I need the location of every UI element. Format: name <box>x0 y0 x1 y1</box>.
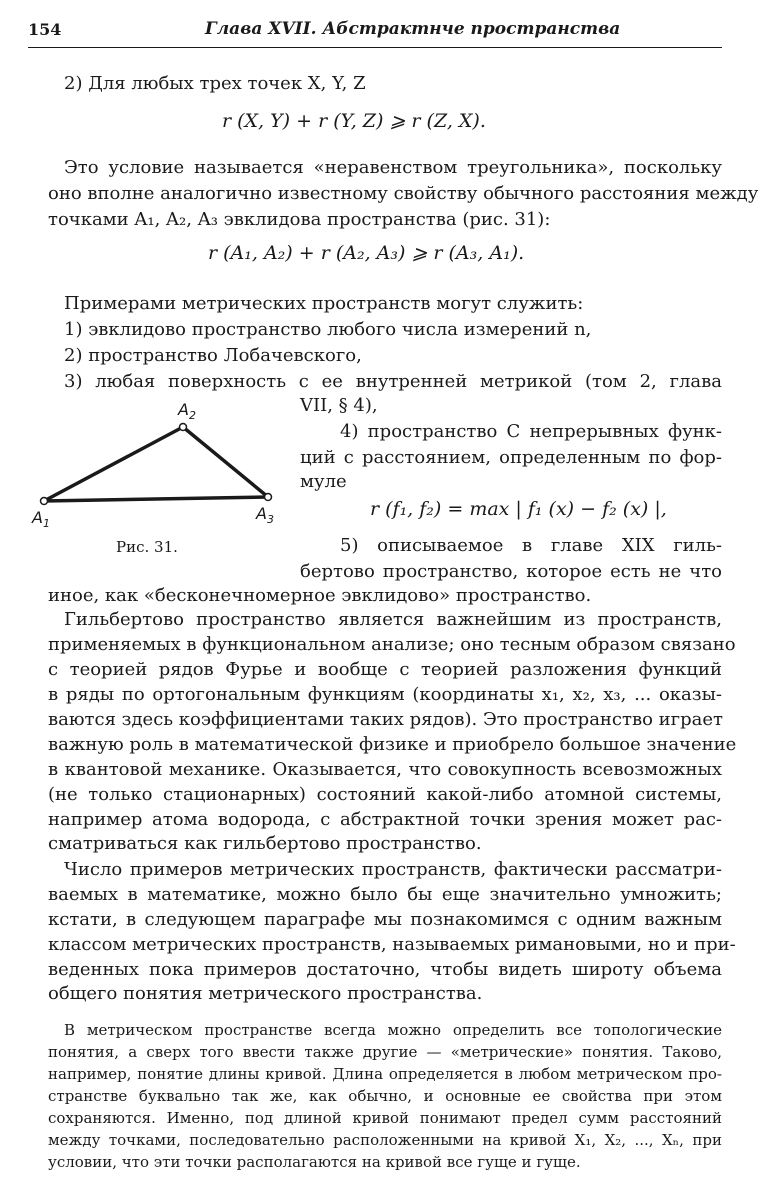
label-a3: $A_3$ <box>256 504 274 526</box>
point-a1 <box>41 498 48 505</box>
note-line-6: между точками, последовательно расположенными на кривой X₁, X₂, ..., Xₙ, при <box>48 1131 722 1149</box>
label-a2: $A_2$ <box>178 400 196 422</box>
triangle-inequality-formula: r (X, Y) + r (Y, Z) ⩾ r (Z, X). <box>222 110 486 132</box>
example-5-line-2: бертово пространство, которое есть не что <box>300 561 722 582</box>
example-4-line-1: 4) пространство C непрерывных функ- <box>340 421 722 442</box>
para2-line-10: сматриваться как гильбертово пространство. <box>48 833 482 854</box>
chapter-title: Глава XVII. Абстрактнче пространства <box>205 19 621 39</box>
para2-line-2: применяемых в функциональном анализе; оно тесным образом связано <box>48 634 736 655</box>
example-3-line-2: VII, § 4), <box>300 395 378 416</box>
example-4-line-2: ций с расстоянием, определенным по фор- <box>300 447 722 468</box>
note-line-1: В метрическом пространстве всегда можно определить все топологические <box>64 1021 722 1039</box>
header-rule <box>28 47 722 48</box>
para2-line-7: в квантовой механике. Оказывается, что совокупность всевозможных <box>48 759 722 780</box>
triangle-figure <box>28 395 298 530</box>
point-a2 <box>180 424 187 431</box>
para2-line-4: в ряды по ортогональным функциям (координаты x₁, x₂, x₃, ... оказы- <box>48 684 722 705</box>
triangle-side-a1-a3 <box>44 497 268 501</box>
item2-intro: 2) Для любых трех точек X, Y, Z <box>64 73 366 94</box>
para2-line-5: ваются здесь коэффициентами таких рядов). Это пространство играет <box>48 709 723 730</box>
para3-line-6: общего понятия метрического пространства. <box>48 983 483 1004</box>
example-5-line-1: 5) описываемое в главе XIX гиль- <box>340 535 722 556</box>
note-line-7: условии, что эти точки располагаются на кривой все гуще и гуще. <box>48 1153 581 1171</box>
para3-line-3: кстати, в следующем параграфе мы познакомимся с одним важным <box>48 909 722 930</box>
example-4-line-3: муле <box>300 471 347 492</box>
note-line-5: сохраняются. Именно, под длиной кривой понимают предел сумм расстояний <box>48 1109 722 1127</box>
example-3-line-1: 3) любая поверхность с ее внутренней метрикой (том 2, глава <box>64 371 722 392</box>
point-a3 <box>265 494 272 501</box>
para2-line-8: (не только стационарных) состояний какой-либо атомной системы, <box>48 784 722 805</box>
triangle-side-a2-a3 <box>183 427 268 497</box>
para1-line-1: Это условие называется «неравенством треугольника», поскольку <box>64 157 722 178</box>
triangle-side-a1-a2 <box>44 427 183 501</box>
note-line-4: странстве буквально так же, как обычно, и основные ее свойства при этом <box>48 1087 722 1105</box>
para3-line-5: веденных пока примеров достаточно, чтобы видеть широту объема <box>48 959 722 980</box>
sup-metric-formula: r (f₁, f₂) = max | f₁ (x) − f₂ (x) |, <box>370 498 667 520</box>
para2-line-3: с теорией рядов Фурье и вообще с теорией разложения функций <box>48 659 722 680</box>
example-1: 1) эвклидово пространство любого числа измерений n, <box>64 319 592 340</box>
para3-line-2: ваемых в математике, можно было бы еще значительно умножить; <box>48 884 722 905</box>
examples-intro: Примерами метрических пространств могут служить: <box>64 293 584 314</box>
para2-line-6: важную роль в математической физике и приобрело большое значение <box>48 734 737 755</box>
example-5-line-3: иное, как «бесконечномерное эвклидово» пространство. <box>48 585 592 606</box>
points-inequality-formula: r (A₁, A₂) + r (A₂, A₃) ⩾ r (A₃, A₁). <box>208 242 525 264</box>
label-a1: $A_1$ <box>32 508 50 530</box>
para2-line-9: например атома водорода, с абстрактной точки зрения может рас- <box>48 809 722 830</box>
page-number: 154 <box>28 20 62 39</box>
example-2: 2) пространство Лобачевского, <box>64 345 362 366</box>
note-line-3: например, понятие длины кривой. Длина определяется в любом метрическом про- <box>48 1065 722 1083</box>
para3-line-4: классом метрических пространств, называемых римановыми, но и при- <box>48 934 736 955</box>
figure-caption: Рис. 31. <box>116 538 178 556</box>
para1-line-2: оно вполне аналогично известному свойству обычного расстояния между <box>48 183 759 204</box>
note-line-2: понятия, а сверх того ввести также другие — «метрические» понятия. Таково, <box>48 1043 722 1061</box>
para3-line-1: Число примеров метрических пространств, фактически рассматри- <box>64 859 722 880</box>
para2-line-1: Гильбертово пространство является важнейшим из пространств, <box>64 609 722 630</box>
para1-line-3: точками A₁, A₂, A₃ эвклидова пространства (рис. 31): <box>48 209 551 230</box>
